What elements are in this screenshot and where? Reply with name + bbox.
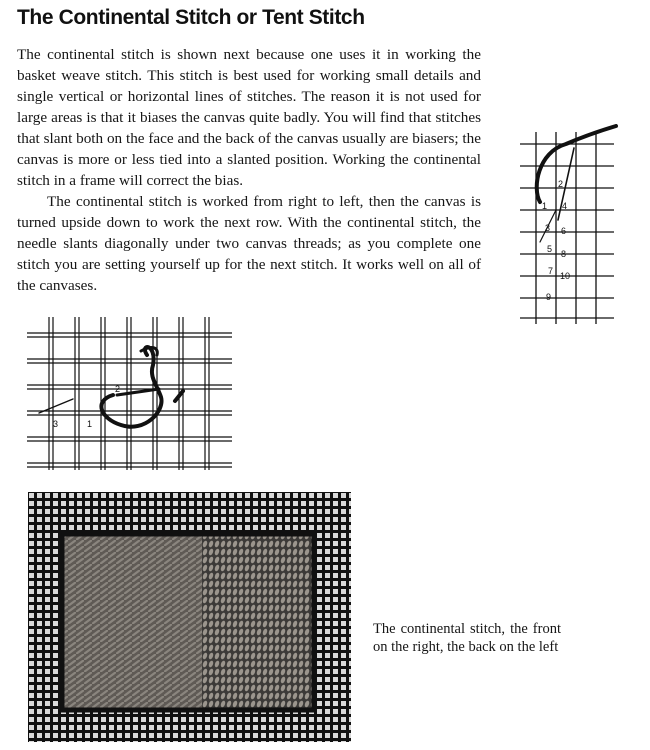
stitch-diagram-vertical <box>518 124 620 326</box>
label-2: 2 <box>115 384 121 394</box>
label-9: 9 <box>546 292 552 302</box>
label-3: 3 <box>545 223 551 233</box>
label-6: 6 <box>561 226 567 236</box>
paragraph-2: The continental stitch is worked from right to left, then the canvas is turned upside down to work the next row. With the continental stitch, the needle slants diagonally under two canvas threads; as you complete one stitch you are setting yourself up for the next stitch. It works well on all of the canvases. <box>17 193 481 294</box>
page-title: The Continental Stitch or Tent Stitch <box>17 6 365 29</box>
label-4: 4 <box>562 201 568 211</box>
canvas-grid <box>520 132 614 324</box>
label-1: 1 <box>542 201 548 211</box>
label-1: 1 <box>87 419 93 429</box>
paragraph-1: The continental stitch is shown next because one uses it in working the basket weave stitch. This stitch is best used for working small details and single vertical or horizontal lines of stitches. The reason it is not used for large areas is that it biases the canvas quite badly. You will find that stitches that slant both on the face and the back of the canvas usually are biasers; the canvas is more or less tied into a slanted position. Working the continental stitch in a frame will correct the bias. <box>17 46 481 189</box>
stitched-back <box>62 534 204 710</box>
label-3: 3 <box>53 419 59 429</box>
stitched-front <box>202 534 314 710</box>
figure-caption: The continental stitch, the front on the right, the back on the left <box>373 621 561 655</box>
label-5: 5 <box>547 244 553 254</box>
stitch-diagram-horizontal <box>27 315 240 472</box>
label-7: 7 <box>548 266 554 276</box>
stitch-sample-photo <box>28 492 351 742</box>
body-text <box>17 44 481 296</box>
label-10: 10 <box>560 271 571 281</box>
label-8: 8 <box>561 249 567 259</box>
label-2: 2 <box>558 179 564 189</box>
